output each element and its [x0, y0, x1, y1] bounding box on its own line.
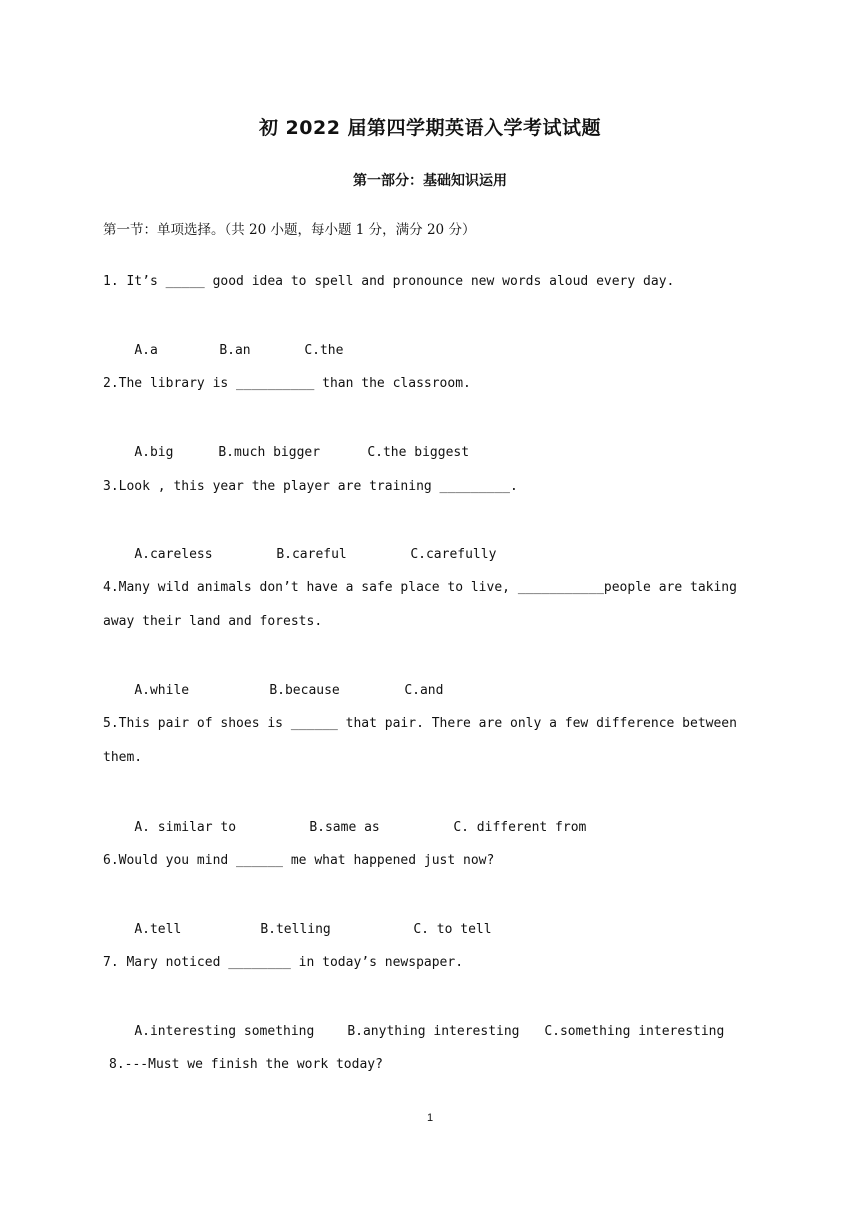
option-b: B.careful	[276, 547, 347, 562]
option-b: B.anything interesting	[347, 1024, 520, 1039]
options-1	[103, 324, 763, 378]
page-number: 1	[426, 1112, 434, 1124]
options-5	[103, 801, 763, 855]
question-5: 5.This pair of shoes is ______ that pair. There are only a few difference between them.	[103, 716, 737, 765]
option-c: C.the biggest	[367, 445, 470, 460]
option-c: C.carefully	[410, 547, 497, 562]
option-a: A.tell	[134, 922, 182, 937]
option-b: B.an	[219, 343, 251, 358]
option-b: B.much bigger	[218, 445, 321, 460]
option-a: A.careless	[134, 547, 213, 562]
question-6: 6.Would you mind ______ me what happened just now?	[103, 853, 495, 868]
option-a: A.a	[134, 343, 158, 358]
part-title: 第一部分：基础知识运用	[353, 173, 507, 189]
option-c: C.the	[304, 343, 344, 358]
option-a: A.big	[134, 445, 174, 460]
option-c: C. different from	[453, 820, 587, 835]
question-2: 2.The library is __________ than the classroom.	[103, 376, 471, 391]
question-7: 7. Mary noticed ________ in today’s newspaper.	[103, 955, 464, 970]
option-a: A.interesting something	[134, 1024, 315, 1039]
option-b: B.telling	[260, 922, 331, 937]
options-6	[103, 903, 763, 957]
option-a: A.while	[134, 683, 190, 698]
option-c: C.and	[404, 683, 444, 698]
section-heading: 第一节：单项选择。（共 20 小题，每小题 1 分，满分 20 分）	[103, 222, 476, 238]
question-1: 1. It’s _____ good idea to spell and pronounce new words aloud every day.	[103, 274, 675, 289]
exam-title: 初 2022 届第四学期英语入学考试试题	[258, 117, 602, 139]
options-7	[103, 1005, 763, 1059]
option-b: B.because	[269, 683, 340, 698]
option-a: A. similar to	[134, 820, 237, 835]
option-c: C.something interesting	[544, 1024, 725, 1039]
option-b: B.same as	[309, 820, 380, 835]
question-3: 3.Look , this year the player are training _________.	[103, 479, 518, 494]
options-2	[103, 426, 763, 480]
option-c: C. to tell	[413, 922, 492, 937]
question-4: 4.Many wild animals don’t have a safe place to live, ___________people are taking away their land and forests.	[103, 580, 737, 629]
question-8: 8.---Must we finish the work today?	[109, 1057, 383, 1072]
